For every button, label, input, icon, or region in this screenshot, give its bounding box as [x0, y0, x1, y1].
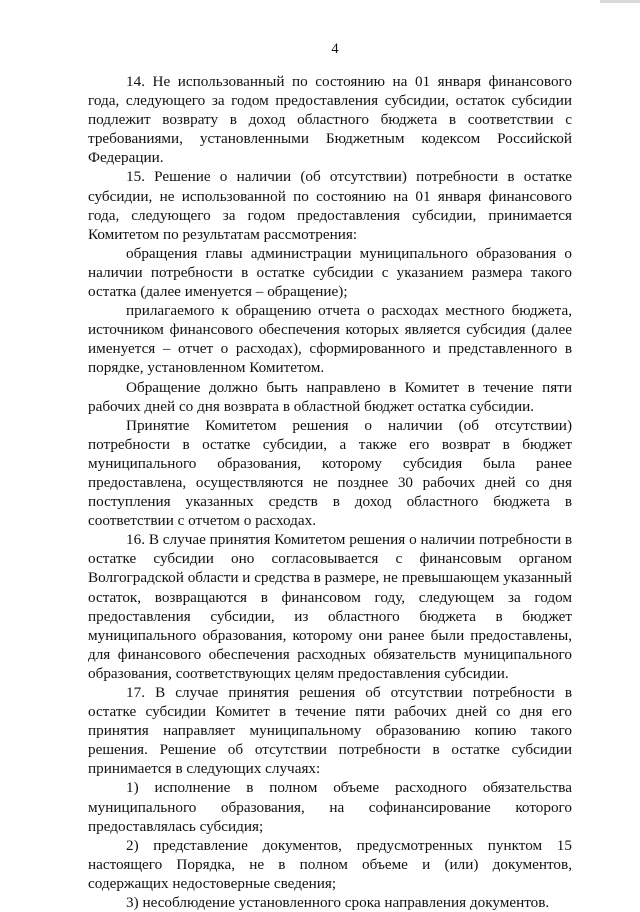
paragraph-15-decision-terms: Принятие Комитетом решения о наличии (об отсутствии) потребности в остатке субсидии, а также его возврат в бюджет муниципального образования, которому субсидия была ранее предоставлена, осуществляются не позднее 30 рабочих дней со дня поступления указанных средств в доход областного бюджета в соответствии с отчетом о расходах.	[88, 416, 572, 530]
paragraph-15: 15. Решение о наличии (об отсутствии) потребности в остатке субсидии, не использованной по состоянию на 01 января финансового года, следующего за годом предоставления субсидии, принимается Комитетом по результатам рассмотрения:	[88, 168, 572, 243]
paragraph-17-case-3: 3) несоблюдение установленного срока направления документов.	[126, 894, 550, 912]
paragraph-17-case-2: 2) представление документов, предусмотренных пунктом 15 настоящего Порядка, не в полном объеме и (или) документов, содержащих недостоверные сведения;	[88, 836, 572, 892]
paragraph-15-deadline: Обращение должно быть направлено в Комитет в течение пяти рабочих дней со дня возврата в областной бюджет остатка субсидии.	[88, 378, 572, 415]
paragraph-15-item-appeal: обращения главы администрации муниципального образования о наличии потребности в остатке субсидии с указанием размера такого остатка (далее именуется – обращение);	[88, 244, 572, 301]
paragraph-17-case-1: 1) исполнение в полном объеме расходного обязательства муниципального образования, на софинансирование которого предоставлялась субсидия;	[88, 779, 572, 835]
page-number: 4	[331, 41, 339, 57]
scan-edge-mark	[600, 0, 640, 3]
paragraph-15-item-report: прилагаемого к обращению отчета о расходах местного бюджета, источником финансового обеспечения которых является субсидия (далее именуется – отчет о расходах), сформированного и представленного в порядке, установленном Комитетом.	[88, 302, 572, 377]
paragraph-16: 16. В случае принятия Комитетом решения о наличии потребности в остатке субсидии оно согласовывается с финансовым органом Волгоградской области и средства в размере, не превышающем указанный остаток, возвращаются в финансовом году, следующем за годом предоставления субсидии, из областного бюджета в бюджет муниципального образования, которому они ранее были предоставлены, для финансового обеспечения расходных обязательств муниципального образования, соответствующих целям предоставления субсидии.	[88, 531, 572, 682]
paragraph-14: 14. Не использованный по состоянию на 01 января финансового года, следующего за годом предоставления субсидии, остаток субсидии подлежит возврату в доход областного бюджета в соответствии с требованиями, установленными Бюджетным кодексом Российской Федерации.	[88, 73, 572, 167]
paragraph-17: 17. В случае принятия решения об отсутствии потребности в остатке субсидии Комитет в течение пяти рабочих дней со дня его принятия направляет муниципальному образованию копию такого решения. Решение об отсутствии потребности в остатке субсидии принимается в следующих случаях:	[88, 684, 572, 778]
document-body	[88, 72, 572, 912]
